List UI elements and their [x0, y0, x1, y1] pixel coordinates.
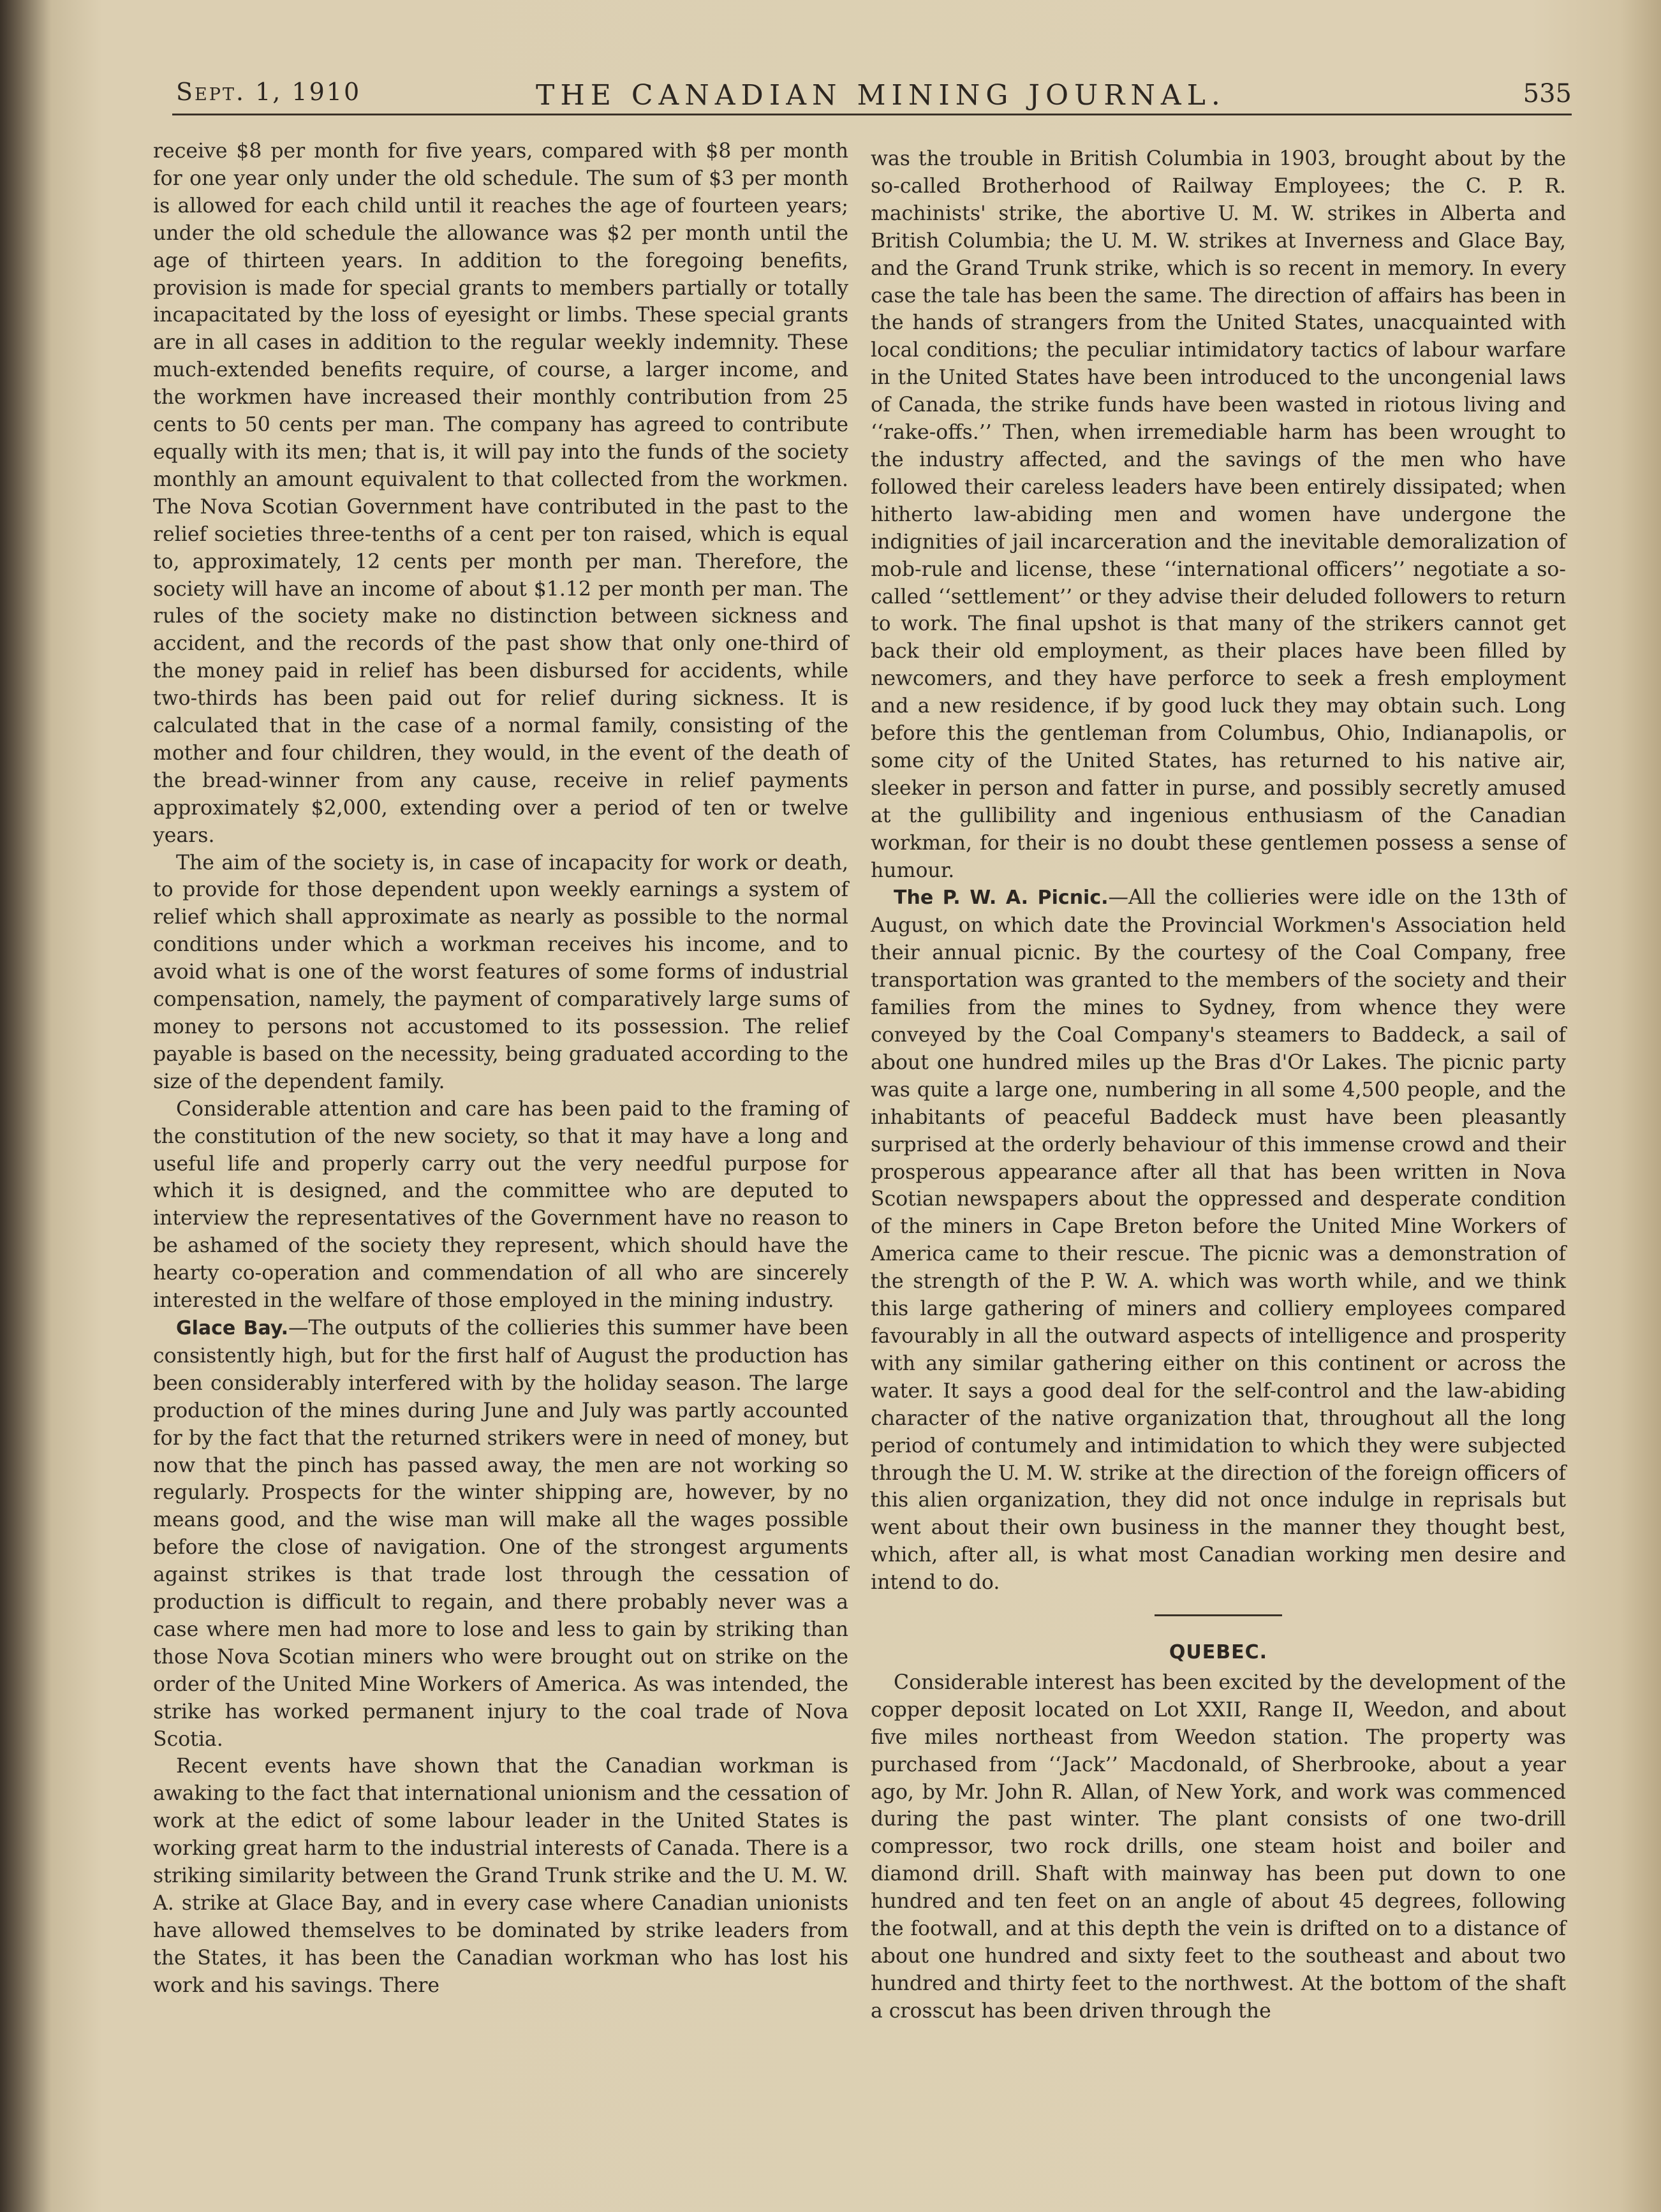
- paragraph: [871, 884, 1566, 1596]
- left-column: [153, 138, 848, 2000]
- paragraph-text: —All the collieries were idle on the 13th of August, on which date the Provincial Workmen's Association held their annual picnic. By the courtesy of the Coal Company, free transportation was granted to the members of the society and their families from the mines to Sydney, from whence they were conveyed by the Coal Company's steamers to Baddeck, a sail of about one hundred miles up the Bras d'Or Lakes. The picnic party was quite a large one, numbering in all some 4,500 people, and the inhabitants of peaceful Baddeck must have been pleasantly surprised at the orderly behaviour of this immense crowd and their prosperous appearance after all that has been written in Nova Scotian newspapers about the oppressed and desperate condition of the miners in Cape Breton before the United Mine Workers of America came to their rescue. The picnic was a demonstration of the strength of the P. W. A. which was worth while, and we think this large gathering of miners and colliery employees compared favourably in all the outward aspects of intelligence and prosperity with any similar gathering either on this continent or across the water. It says a good deal for the self-control and the law-abiding character of the native organization that, throughout all the long period of contumely and intimidation to which they were subjected through the U. M. W. strike at the direction of the foreign officers of this alien organization, they did not once indulge in reprisals but went about their own business in the manner they thought best, which, after all, is what most Canadian working men desire and intend to do.: [871, 886, 1566, 1595]
- journal-title: THE CANADIAN MINING JOURNAL.: [536, 79, 1226, 112]
- page-header: [172, 75, 1572, 115]
- paragraph: Considerable interest has been excited by the development of the copper deposit located on Lot XXII, Range II, Weedon, and about five miles northeast from Weedon station. The property was purchased from ‘‘Jack’’ Macdonald, of Sherbrooke, about a year ago, by Mr. John R. Allan, of New York, and work was commenced during the past winter. The plant consists of one two-drill compressor, two rock drills, one steam hoist and boiler and diamond drill. Shaft with mainway has been put down to one hundred and ten feet on an angle of about 45 degrees, following the footwall, and at this depth the vein is drifted on to a distance of about one hundred and sixty feet to the southeast and about two hundred and thirty feet to the northwest. At the bottom of the shaft a crosscut has been driven through the: [871, 1670, 1566, 2023]
- page-number: 535: [1523, 79, 1572, 108]
- runin-heading-pwa-picnic: The P. W. A. Picnic.: [894, 887, 1109, 910]
- paragraph: The aim of the society is, in case of incapacity for work or death, to provide for those dependent upon weekly earnings a system of relief which shall approximate as nearly as possible to the normal conditions under which a workman receives his income, and to avoid what is one of the worst features of some forms of industrial compensation, namely, the payment of comparatively large sums of money to persons not accustomed to its possession. The relief payable is based on the necessity, being graduated according to the size of the dependent family.: [153, 851, 848, 1093]
- runin-heading-glace-bay: Glace Bay.: [176, 1316, 289, 1339]
- paragraph-text: —The outputs of the collieries this summer have been consistently high, but for the first half of August the production has been considerably interfered with by the holiday season. The large production of the mines during June and July was partly accounted for by the fact that the returned strikers were in need of money, but now that the pinch has passed away, the men are not working so regularly. Prospects for the winter shipping are, however, by no means good, and the wise man will make all the wages possible before the close of navigation. One of the strongest arguments against strikes is that trade lost through the cessation of production is difficult to regain, and there probably never was a case where men had more to lose and less to gain by striking than those Nova Scotian miners who were brought out on strike on the order of the United Mine Workers of America. As was intended, the strike has worked permanent injury to the coal trade of Nova Scotia.: [153, 1316, 848, 1751]
- paragraph: Recent events have shown that the Canadian workman is awaking to the fact that international unionism and the cessation of work at the edict of some labour leader in the United States is working great harm to the industrial interests of Canada. There is a striking similarity between the Grand Trunk strike and the U. M. W. A. strike at Glace Bay, and in every case where Canadian unionists have allowed themselves to be dominated by strike leaders from the States, it has been the Canadian workman who has lost his work and his savings. There: [153, 1755, 848, 1997]
- right-column: [871, 145, 1566, 2025]
- paragraph: was the trouble in British Columbia in 1903, brought about by the so-called Brotherhood of Railway Employees; the C. P. R. machinists' strike, the abortive U. M. W. strikes in Alberta and British Columbia; the U. M. W. strikes at Inverness and Glace Bay, and the Grand Trunk strike, which is so recent in memory. In every case the tale has been the same. The direction of affairs has been in the hands of strangers from the United States, unacquainted with local conditions; the peculiar intimidatory tactics of labour warfare in the United States have been introduced to the uncongenial laws of Canada, the strike funds have been wasted in riotous living and ‘‘rake-offs.’’ Then, when irremediable harm has been wrought to the industry affected, and the savings of the men who have followed their careless leaders have been entirely dissipated; when hitherto law-abiding men and women have undergone the indignities of jail incarceration and the inevitable demoralization of mob-rule and license, these ‘‘international officers’’ negotiate a so-called ‘‘settlement’’ or they advise their deluded followers to return to work. The final upshot is that many of the strikers cannot get back their old employment, as their places have been filled by newcomers, and they have perforce to seek a fresh employment and a new residence, if by good luck they may obtain such. Long before this the gentleman from Columbus, Ohio, Indianapolis, or some city of the United States, has returned to his native air, sleeker in person and fatter in purse, and possibly secretly amused at the gullibility and ingenious enthusiasm of the Canadian workman, for their is no doubt these gentlemen possess a sense of humour.: [871, 147, 1566, 882]
- issue-date: Sept. 1, 1910: [176, 78, 362, 106]
- section-divider: [1155, 1614, 1282, 1616]
- paragraph: [153, 1315, 848, 1753]
- paragraph: receive $8 per month for five years, compared with $8 per month for one year only under the old schedule. The sum of $3 per month is allowed for each child until it reaches the age of fourteen years; under the old schedule the allowance was $2 per month until the age of thirteen years. In addition to the foregoing benefits, provision is made for special grants to members partially or totally incapacitated by the loss of eyesight or limbs. These special grants are in all cases in addition to the regular weekly indemnity. These much-extended benefits require, of course, a larger income, and the workmen have increased their monthly contribution from 25 cents to 50 cents per man. The company has agreed to contribute equally with its men; that is, it will pay into the funds of the society monthly an amount equivalent to that collected from the workmen. The Nova Scotian Government have contributed in the past to the relief societies three-tenths of a cent per ton raised, which is equal to, approximately, 12 cents per month per man. Therefore, the society will have an income of about $1.12 per month per man. The rules of the society make no distinction between sickness and accident, and the records of the past show that only one-third of the money paid in relief has been disbursed for accidents, while two-thirds has been paid out for relief during sickness. It is calculated that in the case of a normal family, consisting of the mother and four children, they would, in the event of the death of the bread-winner from any cause, receive in relief payments approximately $2,000, extending over a period of ten or twelve years.: [153, 140, 848, 847]
- section-heading-quebec: QUEBEC.: [1169, 1641, 1268, 1664]
- paragraph: Considerable attention and care has been paid to the framing of the constitution of the new society, so that it may have a long and useful life and properly carry out the very needful purpose for which it is designed, and the committee who are deputed to interview the representatives of the Government have no reason to be ashamed of the society they represent, which should have the hearty co-operation and commendation of all who are sincerely interested in the welfare of those employed in the mining industry.: [153, 1097, 848, 1313]
